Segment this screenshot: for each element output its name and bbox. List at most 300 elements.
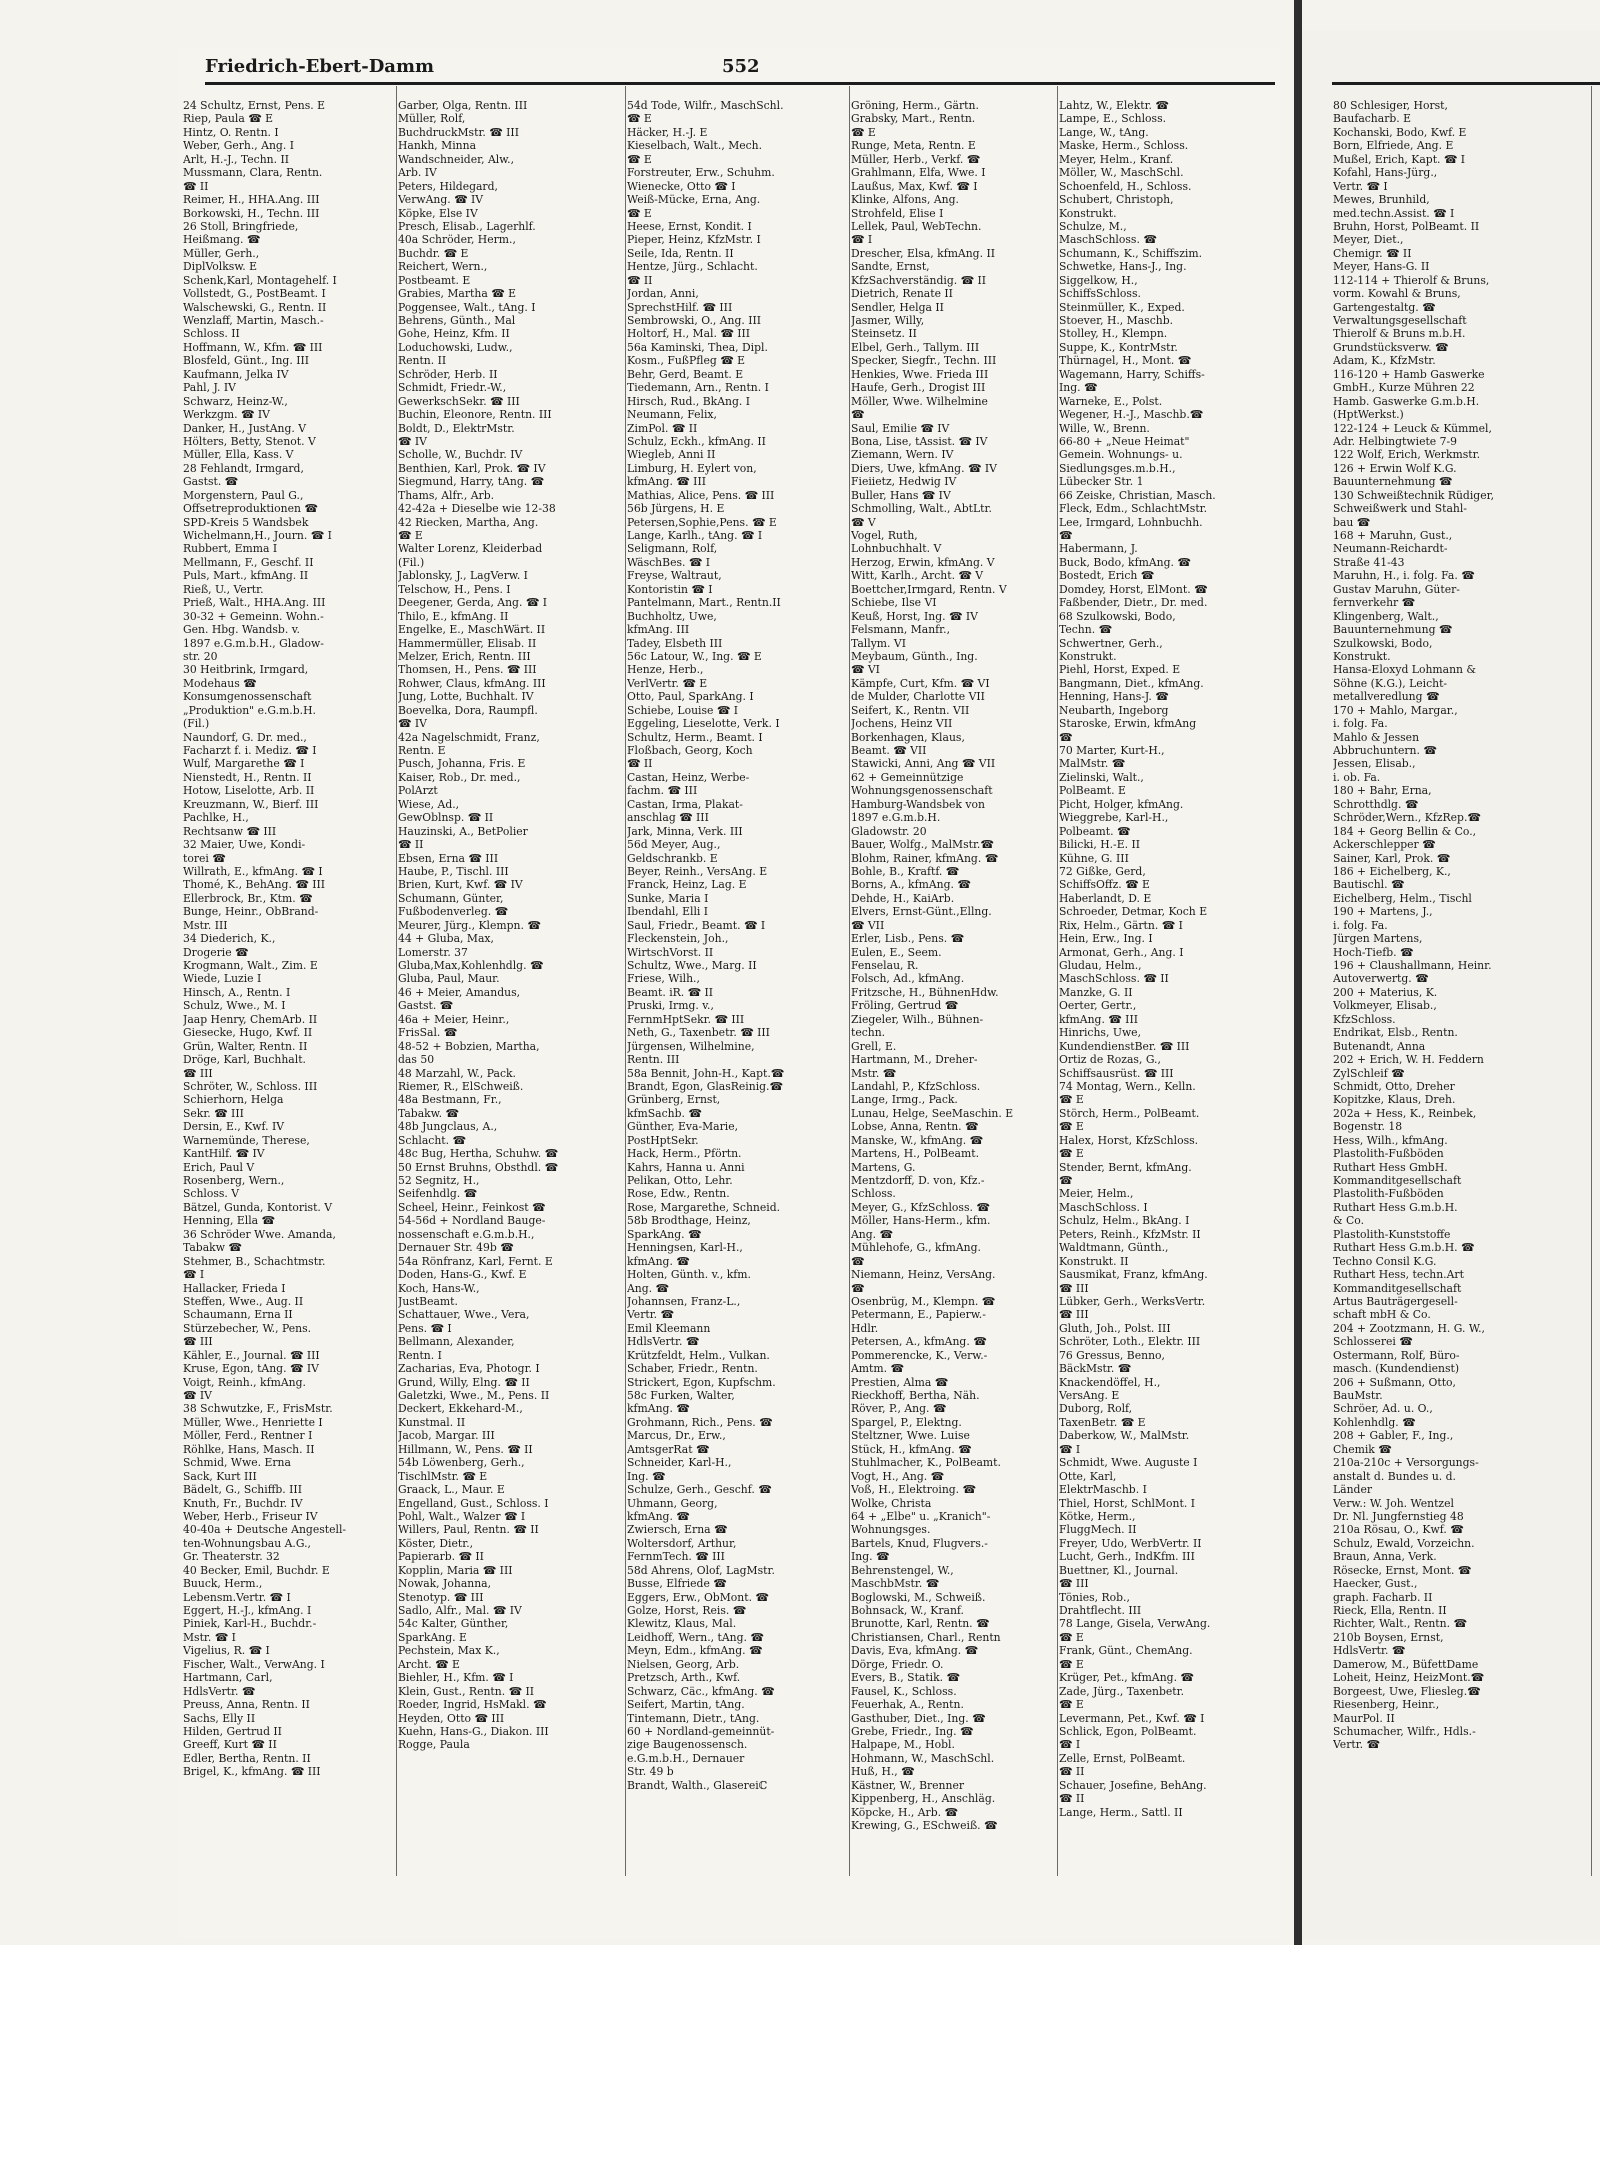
directory-entry: 54b Löwenberg, Gerh.,	[398, 1456, 525, 1470]
directory-entry: Jürgensen, Wilhelmine,	[627, 1039, 755, 1053]
directory-entry: Plastolith-Fußböden	[1333, 1187, 1444, 1201]
directory-entry: Vertr. ☎ I	[1333, 179, 1388, 193]
directory-entry: TaxenBetr. ☎ E	[1059, 1415, 1146, 1429]
directory-entry: Amtm. ☎	[851, 1362, 904, 1376]
directory-entry: Lange, W., tAng.	[1059, 125, 1149, 139]
directory-entry: Ziemann, Wern. IV	[851, 448, 954, 462]
directory-entry: HdlsVertr. ☎	[627, 1335, 700, 1349]
directory-entry: Müller, Gerh.,	[183, 246, 260, 260]
directory-entry: 76 Gressus, Benno,	[1059, 1348, 1165, 1362]
directory-entry: 56a Kaminski, Thea, Dipl.	[627, 340, 768, 354]
directory-entry: Stück, H., kfmAng. ☎	[851, 1442, 972, 1456]
directory-entry: Fröling, Gertrud ☎	[851, 999, 959, 1013]
directory-entry: Boldt, D., ElektrMstr.	[398, 421, 515, 435]
directory-entry: Sainer, Karl, Prok. ☎	[1333, 851, 1451, 865]
directory-entry: Bautischl. ☎	[1333, 878, 1405, 892]
directory-entry: ☎ E	[398, 529, 423, 542]
directory-entry: Kofahl, Hans-Jürg.,	[1333, 166, 1438, 180]
directory-entry: Saul, Emilie ☎ IV	[851, 421, 950, 435]
directory-entry: & Co.	[1333, 1214, 1365, 1228]
directory-entry: kfmAng. ☎	[627, 1509, 690, 1523]
directory-entry: Sausmikat, Franz, kfmAng.	[1059, 1268, 1208, 1282]
directory-entry: Adam, K., KfzMstr.	[1333, 354, 1436, 368]
directory-entry: Voß, H., Elektroing. ☎	[851, 1483, 976, 1497]
directory-entry: Arb. IV	[398, 166, 437, 180]
directory-entry: Halpape, M., Hobl.	[851, 1738, 955, 1752]
directory-entry: Zwiersch, Erna ☎	[627, 1523, 728, 1537]
directory-entry: fachm. ☎ III	[627, 784, 698, 798]
directory-entry: Gluba,Max,Kohlenhdlg. ☎	[398, 959, 544, 972]
directory-entry: 58d Ahrens, Olof, LagMstr.	[627, 1563, 775, 1577]
directory-entry: Lobse, Anna, Rentn. ☎	[851, 1120, 979, 1134]
directory-entry: Wenzlaff, Martin, Masch.-	[183, 314, 324, 327]
directory-entry: Damerow, M., BüfettDame	[1333, 1657, 1479, 1671]
directory-entry: Röhlke, Hans, Masch. II	[183, 1442, 315, 1456]
directory-entry: Gemein. Wohnungs- u.	[1059, 448, 1183, 462]
directory-entry: fernverkehr ☎	[1333, 596, 1416, 610]
directory-entry: Seifenhdlg. ☎	[398, 1187, 478, 1201]
directory-entry: Jürgen Martens,	[1333, 932, 1423, 946]
directory-entry: Str. 49 b	[627, 1765, 674, 1779]
directory-entry: anschlag ☎ III	[627, 811, 709, 825]
directory-entry: Gladowstr. 20	[851, 824, 927, 838]
directory-entry: Buchin, Eleonore, Rentn. III	[398, 408, 552, 422]
directory-entry: SparkAng. E	[398, 1630, 467, 1644]
directory-entry: Hotow, Liselotte, Arb. II	[183, 784, 315, 798]
directory-entry: Haecker, Gust.,	[1333, 1577, 1418, 1591]
directory-entry: Boglowski, M., Schweiß.	[851, 1590, 986, 1604]
directory-entry: 202 + Erich, W. H. Feddern	[1333, 1053, 1484, 1067]
directory-entry: Mussmann, Clara, Rentn.	[183, 166, 323, 180]
directory-entry: ☎	[851, 408, 865, 422]
directory-entry: 54c Kalter, Günther,	[398, 1617, 509, 1631]
directory-entry: Castan, Irma, Plakat-	[627, 797, 743, 811]
directory-entry: Schulz, Ewald, Vorzeichn.	[1333, 1536, 1475, 1550]
directory-entry: Rieck, Ella, Rentn. II	[1333, 1604, 1447, 1617]
directory-entry: Galetzki, Wwe., M., Pens. II	[398, 1389, 550, 1402]
directory-entry: Preuss, Anna, Rentn. II	[183, 1698, 310, 1712]
directory-entry: (HptWerkst.)	[1333, 408, 1404, 422]
directory-entry: Wiede, Luzie I	[183, 972, 262, 986]
directory-entry: Eichelberg, Helm., Tischl	[1333, 891, 1472, 905]
directory-entry: Strickert, Egon, Kupfschm.	[627, 1375, 776, 1389]
directory-entry: ☎ E	[1059, 1630, 1084, 1644]
directory-entry: Rösecke, Ernst, Mont. ☎	[1333, 1563, 1472, 1577]
directory-entry: Peters, Hildegard,	[398, 179, 498, 193]
directory-entry: Morgenstern, Paul G.,	[183, 488, 304, 502]
directory-entry: Bätzel, Gunda, Kontorist. V	[183, 1200, 333, 1214]
directory-entry: Thomé, K., BehAng. ☎ III	[183, 878, 325, 892]
directory-entry: 130 Schweißtechnik Rüdiger,	[1333, 488, 1494, 502]
directory-entry: Schoenfeld, H., Schloss.	[1059, 179, 1192, 193]
directory-entry: Voigt, Reinh., kfmAng.	[183, 1375, 306, 1389]
directory-entry: ☎ II	[183, 179, 209, 193]
directory-entry: Elbel, Gerh., Tallym. III	[851, 340, 980, 354]
directory-entry: ☎	[851, 1254, 865, 1268]
directory-entry: Landahl, P., KfzSchloss.	[851, 1079, 981, 1093]
directory-entry: Schmidt, Otto, Dreher	[1333, 1079, 1455, 1093]
directory-entry: schaft mbH & Co.	[1333, 1308, 1431, 1322]
directory-entry: vorm. Kowahl & Bruns,	[1333, 287, 1461, 301]
directory-entry: Seligmann, Rolf,	[627, 542, 718, 556]
directory-entry: Tallym. VI	[851, 636, 906, 650]
directory-entry: Schulz, Wwe., M. I	[183, 999, 286, 1013]
directory-entry: 206 + Sußmann, Otto,	[1333, 1375, 1456, 1389]
directory-entry: SprechstHilf. ☎ III	[627, 300, 733, 314]
directory-entry: Niemann, Heinz, VersAng.	[851, 1268, 996, 1282]
directory-entry: Feuerhak, A., Rentn.	[851, 1698, 964, 1712]
directory-entry: ten-Wohnungsbau A.G.,	[183, 1536, 311, 1550]
directory-entry: Neumann, Felix,	[627, 408, 717, 422]
directory-entry: Schwetke, Hans-J., Ing.	[1059, 260, 1187, 274]
directory-entry: Schlick, Egon, PolBeamt.	[1059, 1724, 1197, 1738]
directory-entry: str. 20	[183, 649, 218, 663]
directory-entry: Mewes, Brunhild,	[1333, 193, 1430, 207]
directory-entry: Köpke, Else IV	[398, 206, 478, 220]
directory-entry: Schloss. II	[183, 327, 240, 341]
directory-entry: Engelland, Gust., Schloss. I	[398, 1496, 549, 1510]
directory-entry: Bohle, B., Kraftf. ☎	[851, 864, 960, 878]
directory-entry: Golze, Horst, Reis. ☎	[627, 1604, 747, 1617]
directory-entry: Gluth, Joh., Polst. III	[1059, 1321, 1171, 1335]
directory-entry: Köpcke, H., Arb. ☎	[851, 1805, 958, 1819]
directory-entry: Henkies, Wwe. Frieda III	[851, 367, 989, 381]
directory-entry: Krützfeldt, Helm., Vulkan.	[627, 1348, 770, 1362]
directory-entry: Eggeling, Lieselotte, Verk. I	[627, 717, 780, 731]
directory-entry: Lee, Irmgard, Lohnbuchh.	[1059, 515, 1203, 529]
directory-entry: Bauer, Wolfg., MalMstr.☎	[851, 838, 994, 852]
directory-entry: Doden, Hans-G., Kwf. E	[398, 1268, 527, 1282]
directory-entry: Meyer, Hans-G. II	[1333, 260, 1430, 274]
directory-entry: Kreuzmann, W., Bierf. III	[183, 797, 319, 811]
directory-entry: Grünberg, Ernst,	[627, 1093, 721, 1107]
directory-entry: Brunotte, Karl, Rentn. ☎	[851, 1617, 990, 1631]
directory-entry: Eulen, E., Seem.	[851, 945, 942, 959]
directory-entry: Mentzdorff, D. von, Kfz.-	[851, 1174, 985, 1187]
directory-entry: Hillmann, W., Pens. ☎ II	[398, 1442, 533, 1456]
directory-entry: Manske, W., kfmAng. ☎	[851, 1133, 984, 1147]
directory-entry: ☎ E	[1059, 1698, 1084, 1712]
directory-entry: Behrenstengel, W.,	[851, 1563, 954, 1577]
directory-entry: Arlt, H.-J., Techn. II	[183, 152, 289, 166]
directory-entry: Oerter, Gertr.,	[1059, 999, 1137, 1013]
directory-entry: Plastolith-Kunststoffe	[1333, 1227, 1451, 1241]
directory-entry: Erler, Lisb., Pens. ☎	[851, 932, 965, 946]
directory-entry: Bogenstr. 18	[1333, 1120, 1403, 1134]
directory-entry: 48 Marzahl, W., Pack.	[398, 1066, 516, 1080]
directory-column-1	[183, 99, 405, 1879]
directory-entry: Forstreuter, Erw., Schuhm.	[627, 166, 775, 180]
directory-entry: ☎ III	[1059, 1577, 1089, 1591]
directory-entry: Heißmang. ☎	[183, 233, 261, 247]
directory-entry: Walter Lorenz, Kleiderbad	[398, 542, 543, 556]
directory-entry: Gasthuber, Diet., Ing. ☎	[851, 1711, 986, 1725]
directory-entry: ☎ E	[1059, 1657, 1084, 1671]
directory-entry: 58b Brodthage, Heinz,	[627, 1214, 751, 1228]
directory-entry: Hein, Erw., Ing. I	[1059, 932, 1153, 946]
directory-entry: Piniek, Karl-H., Buchdr.-	[183, 1617, 317, 1631]
directory-entry: Sandte, Ernst,	[851, 260, 930, 274]
directory-entry: Grahlmann, Elfa, Wwe. I	[851, 166, 986, 180]
directory-entry: Seile, Ida, Rentn. II	[627, 246, 734, 260]
directory-entry: Schaber, Friedr., Rentn.	[627, 1362, 758, 1376]
directory-entry: Floßbach, Georg, Koch	[627, 744, 753, 757]
directory-entry: Hirsch, Rud., BkAng. I	[627, 394, 750, 408]
directory-entry: Brien, Kurt, Kwf. ☎ IV	[398, 878, 523, 892]
directory-entry: Konsumgenossenschaft	[183, 690, 312, 704]
directory-entry: Lübecker Str. 1	[1059, 475, 1144, 489]
directory-entry: 200 + Materius, K.	[1333, 985, 1438, 999]
directory-entry: Borgeest, Uwe, Fliesleg.☎	[1333, 1684, 1481, 1698]
directory-entry: ElektrMaschb. I	[1059, 1483, 1147, 1497]
directory-entry: Grabsky, Mart., Rentn.	[851, 112, 976, 126]
directory-entry: Nielsen, Georg, Arb.	[627, 1657, 740, 1671]
directory-entry: KantHilf. ☎ IV	[183, 1147, 265, 1161]
directory-entry: Stehmer, B., Schachtmstr.	[183, 1254, 326, 1268]
directory-entry: Biehler, H., Kfm. ☎ I	[398, 1671, 514, 1685]
directory-entry: ☎ I	[1059, 1442, 1081, 1456]
directory-entry: TischlMstr. ☎ E	[398, 1469, 488, 1483]
directory-entry: Lahtz, W., Elektr. ☎	[1059, 99, 1169, 112]
directory-entry: Lohnbuchhalt. V	[851, 542, 942, 556]
directory-entry: Ziegeler, Wilh., Bühnen-	[851, 1012, 984, 1026]
directory-entry: Pruski, Irmg. v.,	[627, 999, 714, 1013]
directory-entry: Willers, Paul, Rentn. ☎ II	[398, 1523, 539, 1537]
directory-entry: Mußel, Erich, Kapt. ☎ I	[1333, 152, 1466, 166]
directory-entry: Rose, Edw., Rentn.	[627, 1187, 730, 1201]
directory-entry: Dehde, H., KaiArb.	[851, 891, 955, 905]
directory-entry: 32 Maier, Uwe, Kondi-	[183, 838, 306, 852]
directory-entry: Herzog, Erwin, kfmAng. V	[851, 555, 995, 569]
directory-entry: Weber, Herb., Friseur IV	[183, 1509, 318, 1523]
directory-entry: Neth, G., Taxenbetr. ☎ III	[627, 1026, 770, 1040]
directory-entry: Mühlehofe, G., kfmAng.	[851, 1241, 981, 1255]
directory-entry: Haberlandt, D. E	[1059, 891, 1152, 905]
directory-entry: 208 + Gabler, F., Ing.,	[1333, 1429, 1454, 1443]
directory-entry: Sack, Kurt III	[183, 1469, 257, 1483]
directory-entry: Offsetreproduktionen ☎	[183, 502, 318, 516]
directory-entry: Loduchowski, Ludw.,	[398, 340, 513, 354]
directory-entry: Schröter, W., Schloss. III	[183, 1079, 318, 1093]
directory-entry: Pommerencke, K., Verw.-	[851, 1348, 988, 1362]
directory-entry: Riep, Paula ☎ E	[183, 112, 274, 126]
directory-entry: kfmAng. III	[627, 623, 690, 637]
directory-entry: 72 Gißke, Gerd,	[1059, 864, 1146, 878]
directory-entry: Stawicki, Anni, Ang ☎ VII	[851, 757, 996, 771]
directory-entry: 56d Meyer, Aug.,	[627, 838, 721, 852]
directory-entry: Wienecke, Otto ☎ I	[627, 179, 736, 193]
directory-entry: Hinsch, A., Rentn. I	[183, 985, 291, 999]
directory-entry: Petersen, A., kfmAng. ☎	[851, 1335, 987, 1349]
directory-entry: Hack, Herm., Pförtn.	[627, 1147, 742, 1161]
directory-entry: Keuß, Horst, Ing. ☎ IV	[851, 609, 978, 623]
directory-entry: 54d Tode, Wilfr., MaschSchl.	[627, 99, 784, 112]
directory-entry: Puls, Mart., kfmAng. II	[183, 569, 309, 583]
column-rule	[1591, 86, 1592, 1876]
directory-entry: Wulf, Margarethe ☎ I	[183, 757, 305, 771]
directory-entry: ☎ E	[1059, 1093, 1084, 1107]
directory-entry: Jung, Lotte, Buchhalt. IV	[398, 690, 534, 704]
directory-entry: Folsch, Ad., kfmAng.	[851, 972, 965, 986]
directory-entry: Klingenberg, Walt.,	[1333, 609, 1439, 623]
directory-entry: Piehl, Horst, Exped. E	[1059, 663, 1181, 677]
directory-entry: 48a Bestmann, Fr.,	[398, 1093, 502, 1107]
directory-entry: ☎ E	[851, 125, 876, 139]
directory-entry: 50 Ernst Bruhns, Obsthdl. ☎	[398, 1160, 559, 1174]
directory-entry: ☎ III	[1059, 1308, 1089, 1322]
directory-entry: Dr. Nl. Jungfernstieg 48	[1333, 1509, 1464, 1523]
directory-entry: Picht, Holger, kfmAng.	[1059, 797, 1184, 811]
directory-entry: Schmolling, Walt., AbtLtr.	[851, 502, 992, 516]
directory-entry: Wohnungsges.	[851, 1523, 931, 1537]
directory-entry: Nienstedt, H., Rentn. II	[183, 770, 312, 784]
directory-entry: Schlacht. ☎	[398, 1133, 466, 1147]
directory-entry: Zielinski, Walt.,	[1059, 770, 1144, 784]
directory-entry: Dernauer Str. 49b ☎	[398, 1241, 514, 1255]
directory-entry: med.techn.Assist. ☎ I	[1333, 206, 1455, 220]
directory-entry: Tabakw. ☎	[398, 1106, 459, 1120]
directory-entry: Artus Bauträgergesell-	[1333, 1294, 1458, 1308]
directory-entry: Facharzt f. i. Mediz. ☎ I	[183, 744, 317, 757]
directory-entry: Ortiz de Rozas, G.,	[1059, 1053, 1161, 1067]
directory-entry: Friese, Wilh.,	[627, 972, 700, 986]
directory-entry: Rose, Margarethe, Schneid.	[627, 1200, 781, 1214]
directory-entry: Walschewski, G., Rentn. II	[183, 300, 327, 314]
directory-entry: i. folg. Fa.	[1333, 918, 1388, 932]
directory-entry: Huß, H., ☎	[851, 1765, 915, 1779]
directory-entry: Bostedt, Erich ☎	[1059, 569, 1155, 583]
directory-entry: Lampe, E., Schloss.	[1059, 112, 1167, 126]
directory-entry: Schwarz, Heinz-W.,	[183, 394, 288, 408]
directory-entry: Möller, Hans-Herm., kfm.	[851, 1214, 991, 1228]
directory-entry: ☎ II	[1059, 1765, 1085, 1779]
directory-entry: Modehaus ☎	[183, 676, 257, 690]
directory-entry: Christiansen, Charl., Rentn	[851, 1630, 1001, 1644]
directory-entry: Holtorf, H., Mal. ☎ III	[627, 327, 751, 341]
directory-entry: anstalt d. Bundes u. d.	[1333, 1469, 1456, 1483]
directory-entry: Danker, H., JustAng. V	[183, 421, 307, 435]
directory-entry: 62 + Gemeinnützige	[851, 770, 964, 784]
directory-entry: Konstrukt.	[1333, 649, 1391, 663]
directory-entry: Wolke, Christa	[851, 1496, 932, 1510]
directory-entry: Krogmann, Walt., Zim. E	[183, 959, 318, 972]
directory-entry: Papierarb. ☎ II	[398, 1550, 484, 1564]
directory-entry: Emil Kleemann	[627, 1321, 711, 1335]
directory-entry: 210b Boysen, Ernst,	[1333, 1630, 1444, 1644]
directory-entry: Daberkow, W., MalMstr.	[1059, 1429, 1190, 1443]
directory-entry: 170 + Mahlo, Margar.,	[1333, 703, 1458, 717]
directory-entry: Bellmann, Alexander,	[398, 1335, 515, 1349]
directory-entry: 116-120 + Hamb Gaswerke	[1333, 367, 1485, 381]
directory-entry: Hintz, O. Rentn. I	[183, 125, 279, 139]
directory-entry: Steinsetz. II	[851, 327, 917, 341]
directory-entry: Adr. Helbingtwiete 7-9	[1333, 434, 1458, 448]
directory-entry: ☎ II	[398, 838, 424, 852]
directory-entry: Buettner, Kl., Journal.	[1059, 1563, 1179, 1577]
directory-entry: SparkAng. ☎	[627, 1227, 702, 1241]
directory-entry: Steffen, Wwe., Aug. II	[183, 1294, 304, 1308]
directory-entry: Hammermüller, Elisab. II	[398, 636, 537, 650]
directory-entry: Willrath, E., kfmAng. ☎ I	[183, 864, 323, 878]
directory-entry: Rentn. II	[398, 354, 447, 368]
directory-entry: Grohmann, Rich., Pens. ☎	[627, 1415, 773, 1429]
directory-entry: PolBeamt. E	[1059, 784, 1126, 798]
directory-entry: ☎	[1059, 1174, 1073, 1187]
directory-entry: Kosm., FußPfleg ☎ E	[627, 354, 745, 368]
directory-entry: Zade, Jürg., Taxenbetr.	[1059, 1684, 1185, 1698]
directory-entry: Pretzsch, Arth., Kwf.	[627, 1671, 741, 1685]
directory-entry: Kontoristin ☎ I	[627, 582, 713, 596]
directory-entry: 48c Bug, Hertha, Schuhw. ☎	[398, 1147, 559, 1161]
directory-entry: zige Baugenossensch.	[627, 1738, 748, 1752]
directory-entry: Petermann, E., Papierw.-	[851, 1308, 986, 1322]
directory-entry: Steltzner, Wwe. Luise	[851, 1429, 970, 1443]
directory-entry: Heese, Ernst, Kondit. I	[627, 219, 752, 233]
header-rule-right	[1332, 82, 1600, 85]
directory-entry: Rosenberg, Wern.,	[183, 1174, 285, 1187]
directory-entry: 60 + Nordland-gemeinnüt-	[627, 1724, 775, 1738]
right-page-column-1	[1333, 99, 1591, 1879]
directory-entry: Jablonsky, J., LagVerw. I	[398, 569, 528, 583]
directory-entry: Rentn. E	[398, 744, 446, 757]
directory-entry: Ruthart Hess GmbH.	[1333, 1160, 1448, 1174]
directory-entry: Beamt. ☎ VII	[851, 744, 927, 757]
directory-entry: Endrikat, Elsb., Rentn.	[1333, 1026, 1458, 1040]
directory-entry: Habermann, J.	[1059, 542, 1138, 556]
directory-entry: Konstrukt.	[1059, 649, 1117, 663]
directory-entry: Roeder, Ingrid, HsMakl. ☎	[398, 1698, 547, 1712]
directory-entry: 202a + Hess, K., Reinbek,	[1333, 1106, 1477, 1120]
directory-entry: Jasmer, Willy,	[851, 314, 925, 327]
directory-entry: BauMstr.	[1333, 1389, 1383, 1402]
directory-entry: 40-40a + Deutsche Angestell-	[183, 1523, 347, 1537]
directory-entry: Kommanditgesellschaft	[1333, 1174, 1462, 1187]
directory-entry: Drescher, Elsa, kfmAng. II	[851, 246, 995, 260]
directory-entry: Weiß-Mücke, Erna, Ang.	[627, 193, 761, 207]
directory-entry: Sunke, Maria I	[627, 891, 709, 905]
directory-entry: Fischer, Walt., VerwAng. I	[183, 1657, 325, 1671]
directory-entry: Franck, Heinz, Lag. E	[627, 878, 747, 892]
directory-entry: Sadlo, Alfr., Mal. ☎ IV	[398, 1604, 522, 1617]
directory-entry: Sachs, Elly II	[183, 1711, 256, 1725]
directory-entry: Melzer, Erich, Rentn. III	[398, 649, 531, 663]
directory-entry: Thiel, Horst, SchlMont. I	[1059, 1496, 1195, 1510]
directory-entry: ☎ IV	[398, 717, 427, 731]
directory-entry: WirtschVorst. II	[627, 945, 714, 959]
directory-entry: Henning, Ella ☎	[183, 1214, 276, 1228]
directory-entry: Martens, G.	[851, 1160, 916, 1174]
directory-entry: Bilicki, H.-E. II	[1059, 838, 1140, 852]
directory-entry: Pusch, Johanna, Fris. E	[398, 757, 526, 771]
directory-entry: Brandt, Walth., Glasereiℂ	[627, 1778, 768, 1792]
directory-entry: Meier, Helm.,	[1059, 1187, 1134, 1201]
directory-entry: i. folg. Fa.	[1333, 717, 1388, 731]
directory-entry: Bauunternehmung ☎	[1333, 623, 1453, 637]
directory-entry: Meybaum, Günth., Ing.	[851, 649, 978, 663]
column-rule	[1057, 86, 1058, 1876]
directory-entry: Vogt, H., Ang. ☎	[851, 1469, 945, 1483]
directory-entry: Ing. ☎	[627, 1469, 666, 1483]
directory-entry: Hohmann, W., MaschSchl.	[851, 1751, 995, 1765]
directory-entry: Techno Consil K.G.	[1333, 1254, 1437, 1268]
directory-entry: Werkzgm. ☎ IV	[183, 408, 270, 422]
directory-entry: Pechstein, Max K.,	[398, 1644, 500, 1658]
directory-entry: ☎	[851, 1281, 865, 1295]
directory-entry: Domdey, Horst, ElMont. ☎	[1059, 582, 1208, 596]
directory-entry: Beamt. iR. ☎ II	[627, 985, 714, 999]
directory-entry: Maske, Herm., Schloss.	[1059, 139, 1189, 153]
directory-entry: Knackendöffel, H.,	[1059, 1375, 1161, 1389]
